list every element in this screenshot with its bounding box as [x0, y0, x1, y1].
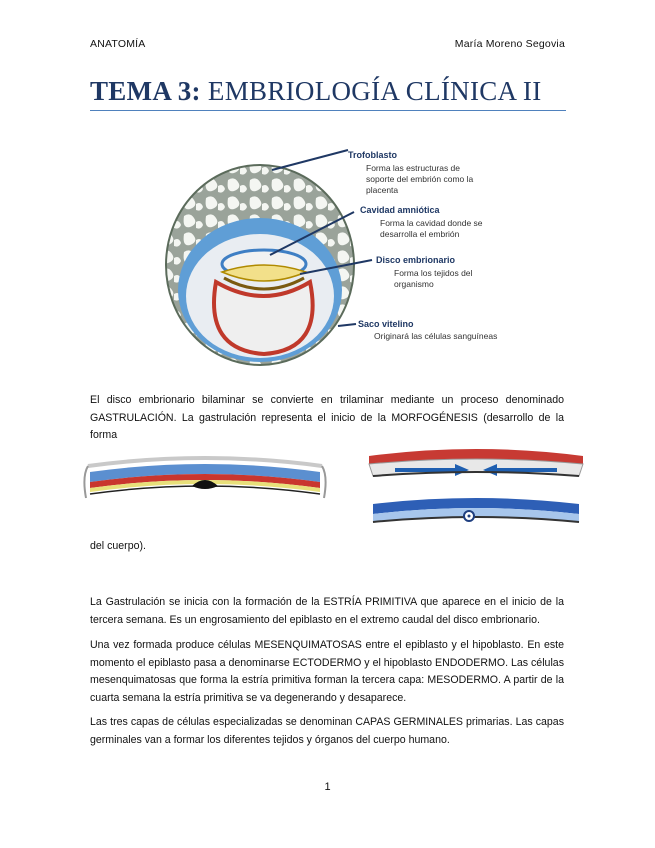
label-trofoblasto-line-2: soporte del embrión como la [366, 174, 474, 184]
paragraph-gastrulation-intro: El disco embrionario bilaminar se convierte en trilaminar mediante un proceso denominado GASTRULACIÓN. La gastrulación representa el inicio de la MORFOGÉNESIS (desarrollo de la forma [90, 394, 564, 441]
label-cavidad-line-2: desarrolla el embrión [380, 229, 460, 239]
label-trofoblasto-title: Trofoblasto [348, 150, 397, 160]
label-disco-title: Disco embrionario [376, 255, 456, 265]
header-left-text: ANATOMÍA [90, 38, 146, 50]
paragraph-gastrulation-cont: del cuerpo). [90, 540, 146, 552]
trilaminar-disc-diagram [80, 452, 330, 524]
title-underline [90, 110, 566, 111]
label-saco-line-1: Originará las células sanguíneas [374, 331, 498, 341]
paragraph-germ-layers: Las tres capas de células especializadas se denominan CAPAS GERMINALES primarias. Las capas germinales van a formar los diferentes tejidos y órganos del cuerpo humano. [90, 716, 564, 746]
paragraph-primitive-streak: La Gastrulación se inicia con la formación de la ESTRÍA PRIMITIVA que aparece en el inicio de la tercera semana. Es un engrosamiento del epiblasto en el extremo caudal del disco embrionario. [90, 596, 564, 626]
primitive-streak-diagram [365, 442, 587, 538]
label-trofoblasto-line-3: placenta [366, 185, 399, 195]
title-bold: TEMA 3: [90, 76, 201, 106]
label-saco-title: Saco vitelino [358, 319, 414, 329]
title-rest: EMBRIOLOGÍA CLÍNICA II [200, 76, 542, 106]
blastocyst-diagram [160, 140, 530, 380]
label-cavidad-title: Cavidad amniótica [360, 205, 440, 215]
label-disco-line-1: Forma los tejidos del [394, 268, 473, 278]
label-trofoblasto-line-1: Forma las estructuras de [366, 163, 461, 173]
label-disco-line-2: organismo [394, 279, 434, 289]
header-right-text: María Moreno Segovia [454, 38, 565, 50]
page-number: 1 [324, 781, 331, 793]
page-title [90, 76, 542, 107]
label-cavidad-line-1: Forma la cavidad donde se [380, 218, 483, 228]
paragraph-mesenchymal: Una vez formada produce células MESENQUIMATOSAS entre el epiblasto y el hipoblasto. En este momento el epiblasto pasa a denominarse ECTODERMO y el hipoblasto ENDODERMO. Las células mesenquimatosas que forma la estría primitiva forman la tercera capa: MESODERMO. A partir de la cuarta semana la estría primitiva se va degenerando y desaparece. [90, 639, 564, 704]
